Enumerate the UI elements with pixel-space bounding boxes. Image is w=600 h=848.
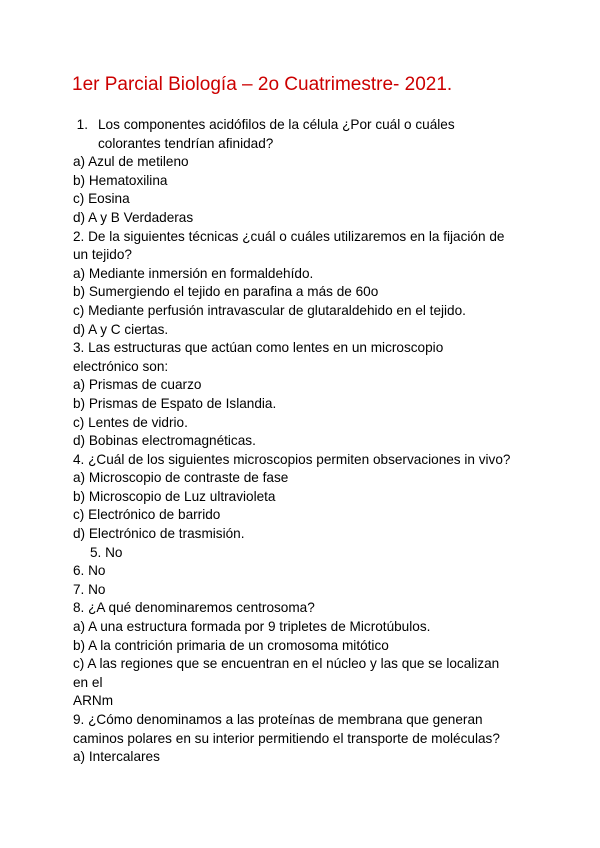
q2-option-a: a) Mediante inmersión en formaldehído. xyxy=(73,265,314,281)
question-5: 5. No xyxy=(90,544,123,560)
question-3-line-2: electrónico son: xyxy=(73,358,169,374)
question-1-text: Los componentes acidófilos de la célula ¿Por cuál o cuáles colorantes tendrían afinidad? xyxy=(98,117,455,151)
q1-option-d: d) A y B Verdaderas xyxy=(73,209,194,225)
q8-option-c-line-2: en el xyxy=(73,674,103,690)
q4-option-a: a) Microscopio de contraste de fase xyxy=(73,470,289,486)
q1-option-a: a) Azul de metileno xyxy=(73,154,189,170)
question-1 xyxy=(47,116,543,153)
q9-option-a: a) Intercalares xyxy=(73,749,160,765)
question-3-line-1: 3. Las estructuras que actúan como lentes en un microscopio xyxy=(73,340,444,356)
q4-option-c: c) Electrónico de barrido xyxy=(73,507,221,523)
q3-option-c: c) Lentes de vidrio. xyxy=(73,414,188,430)
question-7: 7. No xyxy=(73,581,106,597)
question-6: 6. No xyxy=(73,563,106,579)
q1-option-c: c) Eosina xyxy=(73,191,130,207)
q4-option-b: b) Microscopio de Luz ultravioleta xyxy=(73,488,276,504)
question-8-line-1: 8. ¿A qué denominaremos centrosoma? xyxy=(73,600,315,616)
q4-option-d: d) Electrónico de trasmisión. xyxy=(73,526,245,542)
document-body xyxy=(73,116,543,767)
question-4-line-1: 4. ¿Cuál de los siguientes microscopios permiten observaciones in vivo? xyxy=(73,451,511,467)
q8-option-a: a) A una estructura formada por 9 tripletes de Microtúbulos. xyxy=(73,619,431,635)
q2-option-b: b) Sumergiendo el tejido en parafina a más de 60o xyxy=(73,284,379,300)
question-2-line-1: 2. De la siguientes técnicas ¿cuál o cuáles utilizaremos en la fijación de xyxy=(73,228,505,244)
page-title: 1er Parcial Biología – 2o Cuatrimestre- 2021. xyxy=(72,74,453,95)
q3-option-b: b) Prismas de Espato de Islandia. xyxy=(73,395,277,411)
q3-option-d: d) Bobinas electromagnéticas. xyxy=(73,433,256,449)
question-1-number: 1. xyxy=(76,117,88,132)
q2-option-c: c) Mediante perfusión intravascular de glutaraldehido en el tejido. xyxy=(73,302,466,318)
q8-option-c-line-1: c) A las regiones que se encuentran en el núcleo y las que se localizan xyxy=(73,656,500,672)
q8-option-c-line-3: ARNm xyxy=(73,693,114,709)
question-2-line-2: un tejido? xyxy=(73,247,132,263)
question-9-line-2: caminos polares en su interior permitiendo el transporte de moléculas? xyxy=(73,730,500,746)
question-9-line-1: 9. ¿Cómo denominamos a las proteínas de membrana que generan xyxy=(73,712,483,727)
q8-option-b: b) A la contrición primaria de un cromosoma mitótico xyxy=(73,637,389,653)
q2-option-d: d) A y C ciertas. xyxy=(73,321,169,337)
q1-option-b: b) Hematoxilina xyxy=(73,172,168,188)
q3-option-a: a) Prismas de cuarzo xyxy=(73,377,202,393)
